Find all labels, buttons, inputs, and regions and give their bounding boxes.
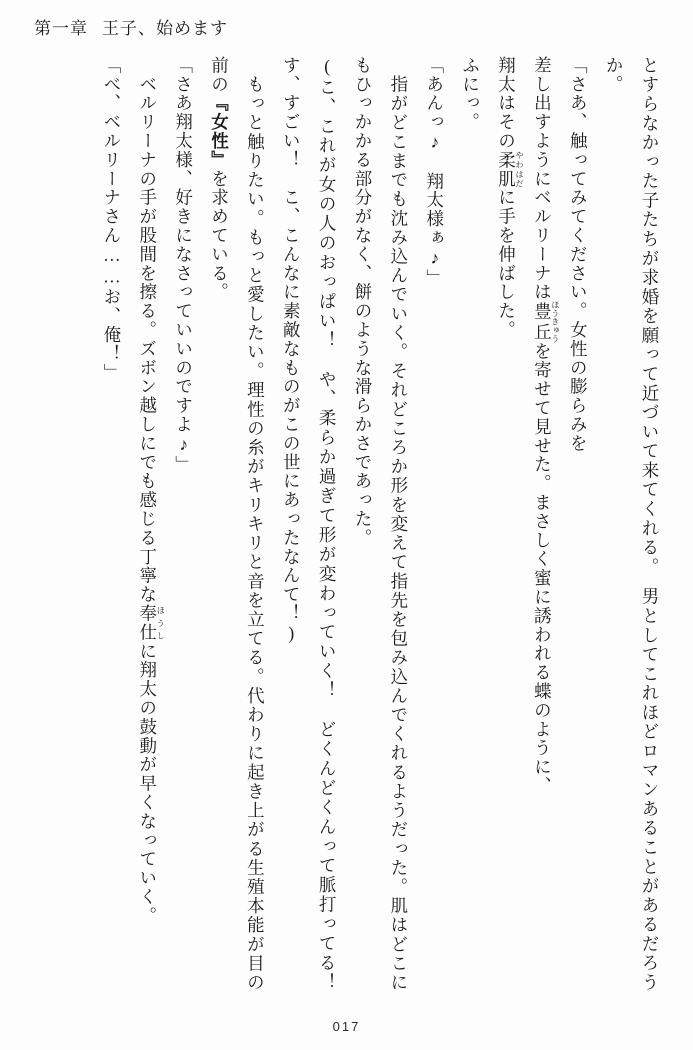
running-head [34,14,659,44]
ruby-houkyuu-base: 豊丘 [532,300,553,344]
paragraph-8: (こ、これが女の人のおっぱい！ や、柔らか過ぎて形が変わっていく！ どくんどくんって脈打ってる！ す、すごい！ こ、こんなに素敵なものがこの世にあったなんて！) [281,56,338,1011]
paragraph-9-a: もっと触りたい。もっと愛したい。理性の糸がキリキリと音を立てる。代わりに起き上がる生殖本能が目の前の『女性』を求めている。 [209,56,266,992]
paragraph-2-part-a: 「さあ、触ってみてください。 [568,56,589,321]
paragraph-4-head: 翔太はその [496,56,517,151]
inline-sashidasu-tail: を寄せて見せた。まさしく蜜に誘われる蝶のように、 [532,341,553,796]
chapter-number: 第一章 [34,19,88,38]
paragraph-11: ベルリーナの手が股間を擦る。ズボン越しにでも感じる丁寧な奉仕ほうしに翔太の鼓動が早くなっていく。 [137,74,166,926]
paragraph-7: 指がどこまでも沈み込んでいく。それどころか形を変えて指先を包み込んでくれるようだった。肌はどこにもひっかかる部分がなく、餅のような滑らかさであった。 [353,56,409,992]
paragraph-3 [524,56,560,992]
paragraph-1: とすらなかった子たちが求婚を願って近づいて来てくれる。 男としてこれほどロマンあることがあるだろうか。 [604,56,660,992]
page-number: 017 [332,1019,361,1034]
page-body [28,56,667,1011]
ruby-yawahada [496,150,524,189]
inline-josei-no-fukurami: 女性の膨らみを [568,320,589,453]
ruby-houshi [137,604,166,642]
paragraph-12: 「べ、ベルリーナさん……お、俺！」 [101,56,122,383]
ruby-yawahada-base: 柔肌 [496,150,517,189]
ruby-houkyuu [532,300,560,344]
paragraph-10: 「さあ翔太様、好きになさっていいのですよ♪」 [173,56,194,475]
chapter-title: 王子、始めます [102,19,228,38]
paragraph-5: ふにっ。 [460,56,481,132]
paragraph-2 [559,56,595,992]
ruby-houkyuu-reading: ほうきゅう [550,300,560,344]
emphasis-josei: 『女性』 [209,93,230,170]
ruby-yawahada-reading: やわはだ [515,150,524,189]
vertical-text-block [28,56,667,1011]
inline-sashidasu: 差し出すようにベルリーナは [532,56,553,302]
paragraph-6: 「あんっ♪ 翔太様ぁ♪」 [424,56,445,288]
ruby-houshi-reading: ほうし [156,604,166,642]
paragraph-4-tail: に手を伸ばした。 [496,188,517,340]
paragraph-4 [488,56,524,992]
ruby-houshi-base: 奉仕 [137,604,158,642]
